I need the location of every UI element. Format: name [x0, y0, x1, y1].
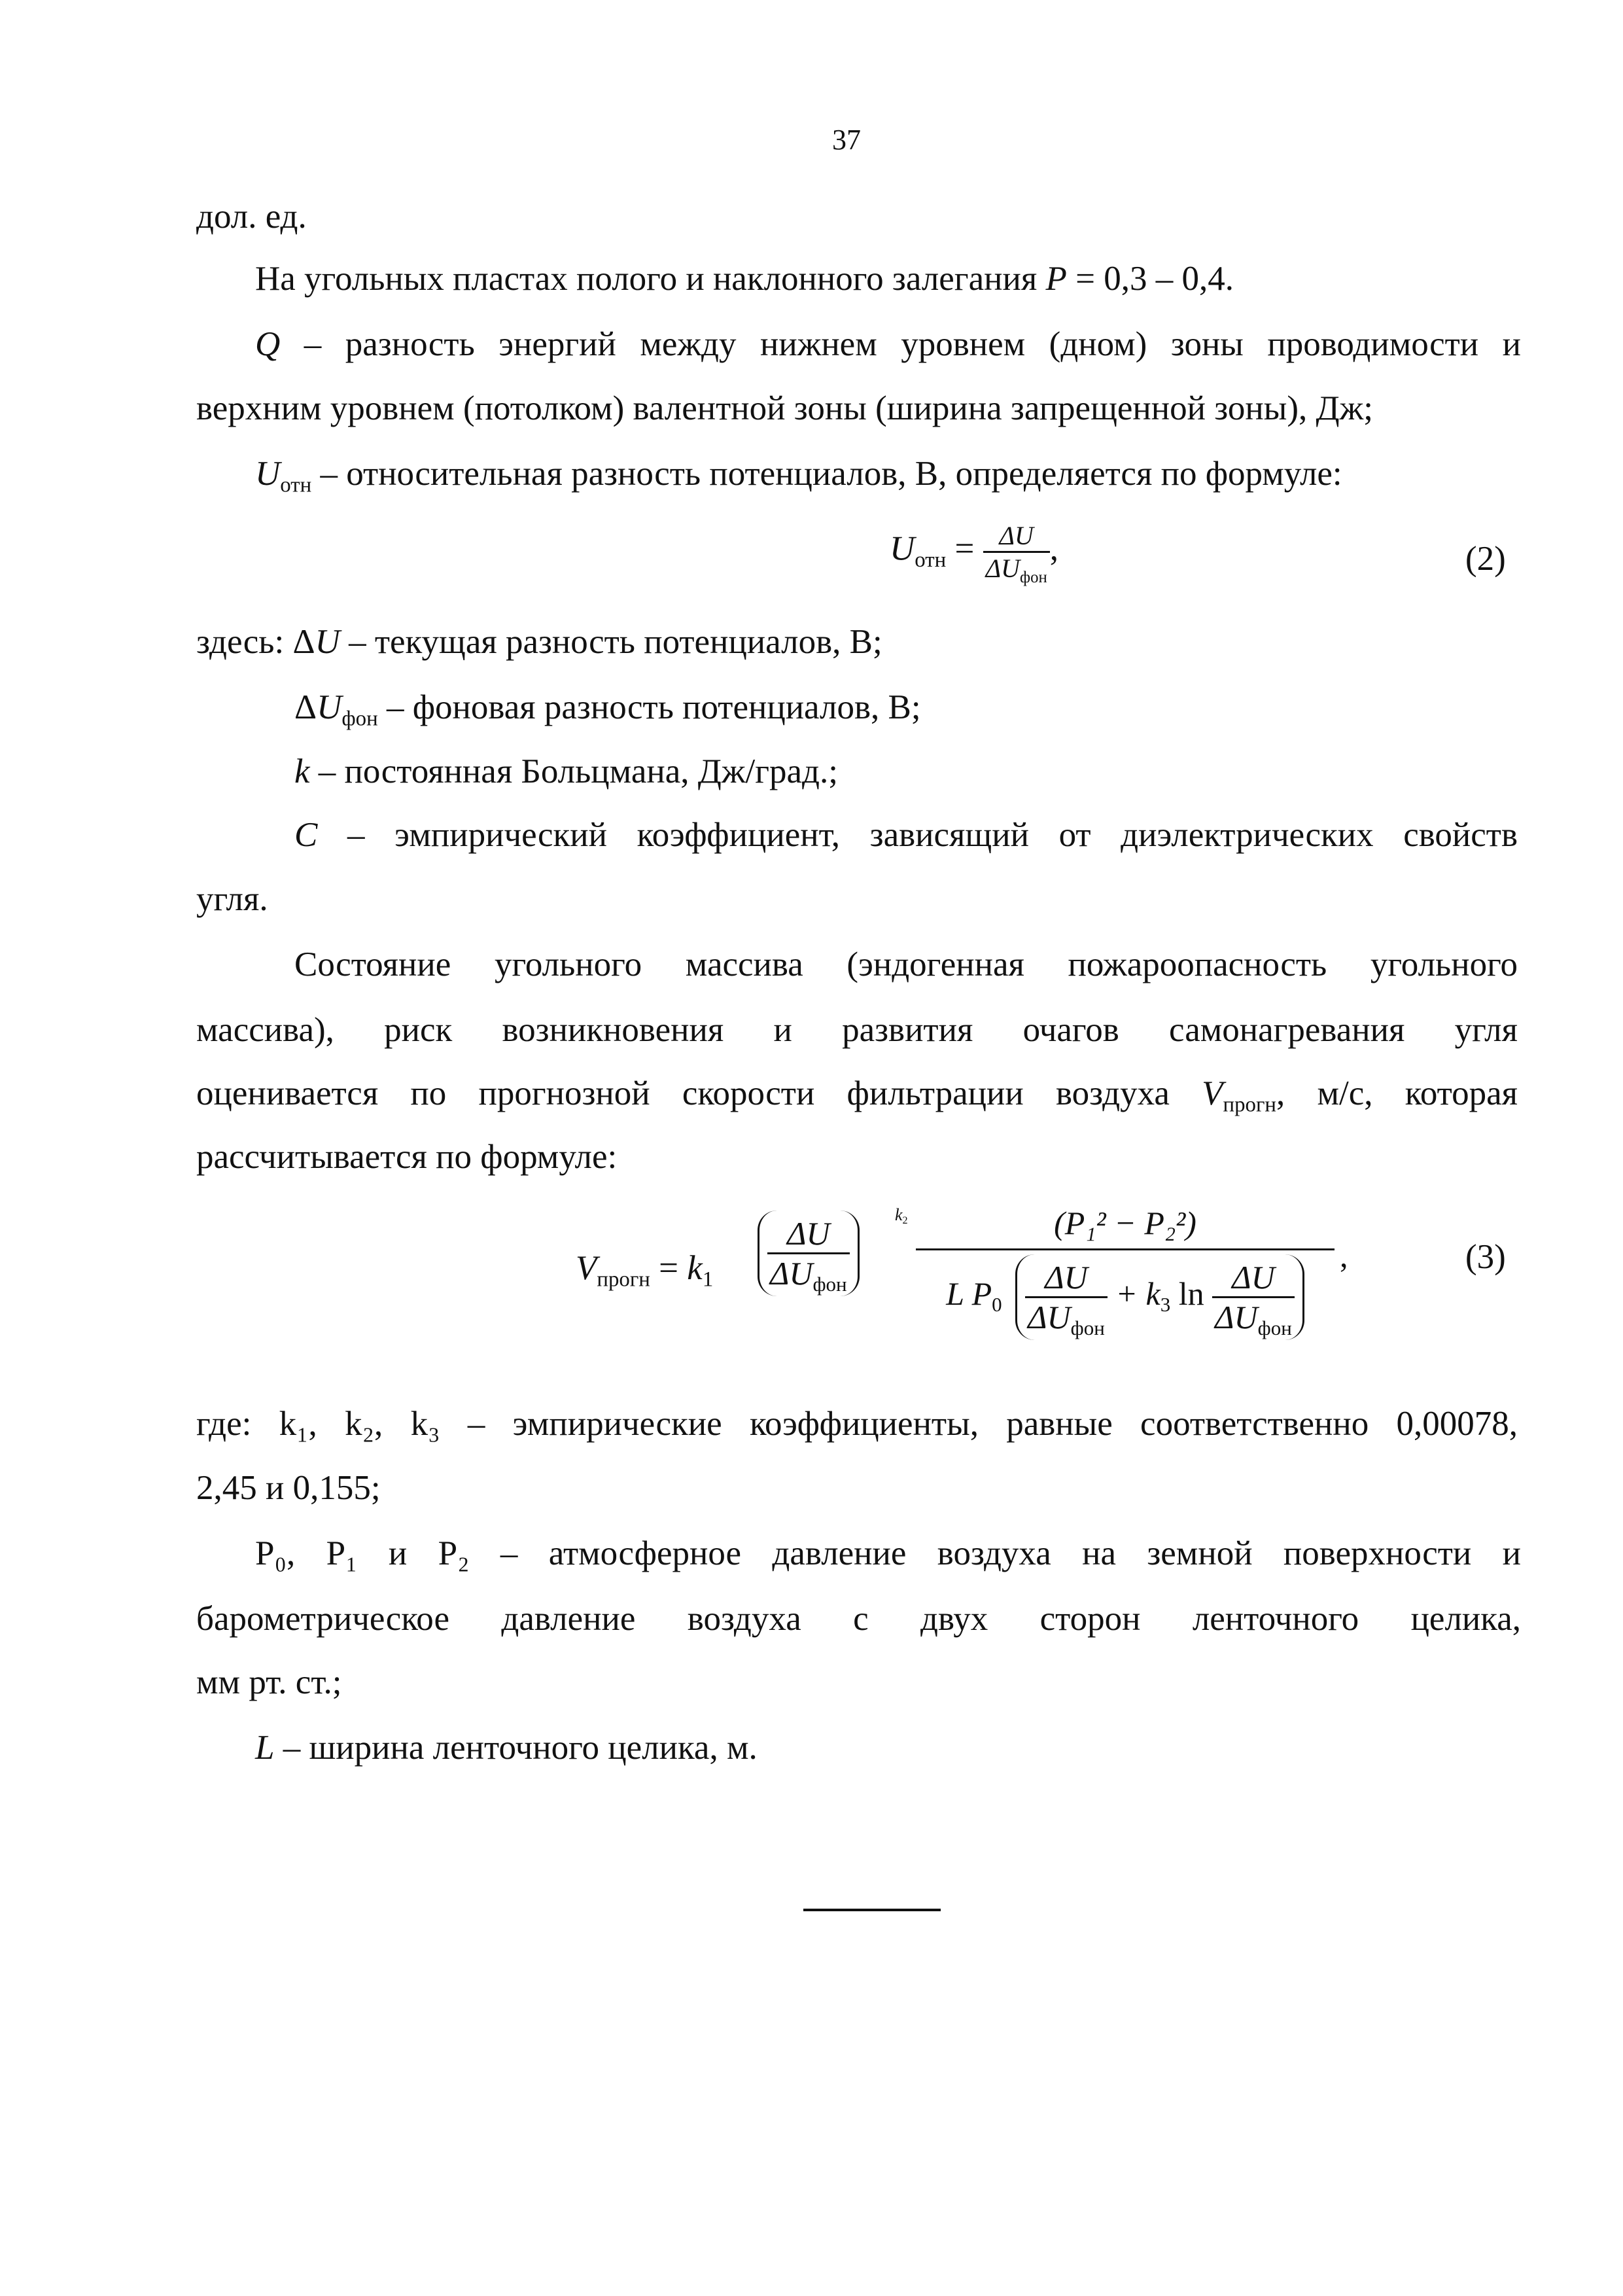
- text-line-7: $\Delta U_{фон}$ – фоновая разность потенциалов, В;: [294, 688, 921, 731]
- formula-3-comma: ,: [1340, 1237, 1348, 1274]
- text-line-14: рассчитывается по формуле:: [196, 1138, 618, 1176]
- text-line-17: P₀, P₁ и P₂ – атмосферное давление воздуха на земной поверхности и: [255, 1534, 1521, 1572]
- text-line-16: 2,45 и 0,155;: [196, 1469, 381, 1507]
- formula-3-number: (3): [1465, 1238, 1506, 1276]
- formula-3-exponent: $k_2$: [895, 1205, 908, 1227]
- text-line-3: Q – разность энергий между нижнем уровнем (дном) зоны проводимости и: [255, 325, 1521, 363]
- text-line-2: На угольных пластах полого и наклонного залегания P = 0,3 – 0,4.: [255, 260, 1234, 298]
- text-line-15: где: k₁, k₂, k₃ – эмпирические коэффициенты, равные соответственно 0,00078,: [196, 1405, 1518, 1443]
- text-line-12: массива), риск возникновения и развития очагов самонагревания угля: [196, 1011, 1518, 1049]
- formula-2-fraction: $\frac{\Delta U}{\Delta U_{фон}}$: [983, 520, 1050, 584]
- text-line-8: k – постоянная Больцмана, Дж/град.;: [294, 752, 838, 790]
- formula-3-lhs: $V_{прогн} = k_1$: [576, 1249, 714, 1292]
- text-line-4: верхним уровнем (потолком) валентной зоны (ширина запрещенной зоны), Дж;: [196, 389, 1373, 427]
- formula-2: $U_{отн}$ = $\frac{\Delta U}{\Delta U_{фон}}$ ,: [890, 521, 1058, 586]
- formula-3: [576, 1191, 1393, 1387]
- formula-3-main-fraction: (P₁² − P₂²) L $P_0$ $\frac{\Delta U}{\Delta U_{фон}}$ + $k_3$ ln $\frac{\Delta U}{\Delta U_{фон}}$: [916, 1204, 1335, 1340]
- formula-3-ratio: $\frac{\Delta U}{\Delta U_{фон}}$: [758, 1210, 860, 1296]
- text-line-20: L – ширина ленточного целика, м.: [255, 1729, 758, 1767]
- page-number: 37: [832, 124, 861, 156]
- text-line-19: мм рт. ст.;: [196, 1663, 342, 1701]
- text-line-5: $U_{отн}$ – относительная разность потенциалов, В, определяется по формуле:: [255, 455, 1342, 497]
- text-line-1: дол. ед.: [196, 198, 307, 236]
- text-line-6: здесь: ΔU – текущая разность потенциалов, В;: [196, 623, 882, 661]
- text-line-11: Состояние угольного массива (эндогенная пожароопасность угольного: [294, 945, 1518, 983]
- text-line-10: угля.: [196, 880, 268, 918]
- formula-2-number: (2): [1465, 540, 1506, 578]
- text-line-18: барометрическое давление воздуха с двух сторон ленточного целика,: [196, 1600, 1521, 1638]
- separator-rule: [803, 1909, 941, 1911]
- text-line-13: оценивается по прогнозной скорости фильтрации воздуха $V_{прогн}$, м/с, которая: [196, 1074, 1518, 1117]
- text-line-9: C – эмпирический коэффициент, зависящий от диэлектрических свойств: [294, 816, 1518, 854]
